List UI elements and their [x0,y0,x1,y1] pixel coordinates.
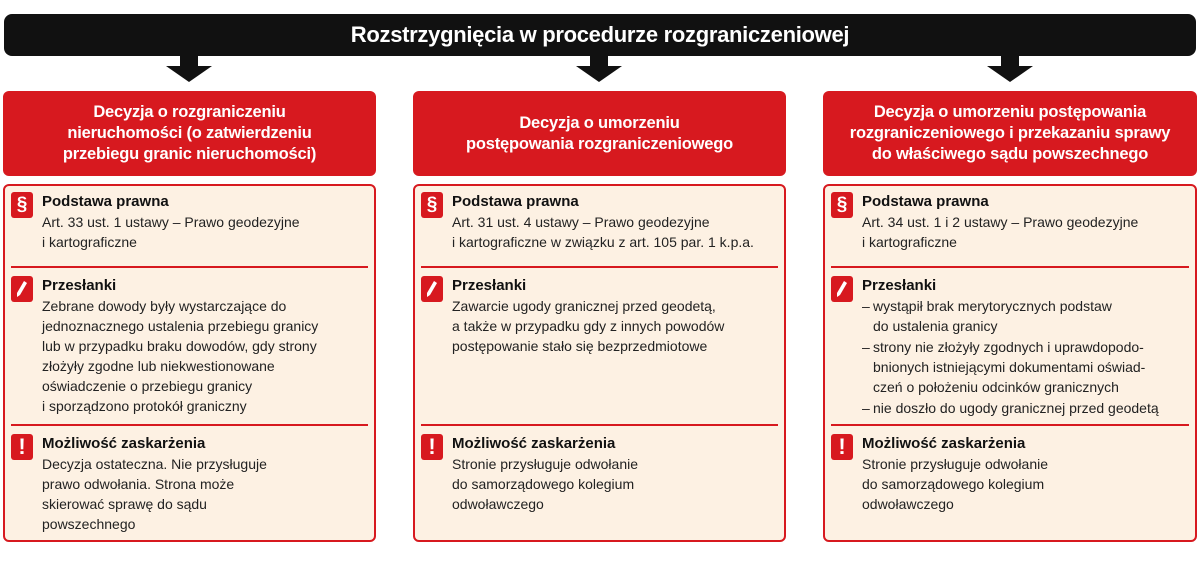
column-body [413,184,786,542]
list-item: – strony nie złożyły zgodnych i uprawdopodo- bnionych istniejącymi dokumentami oświad- czeń o położeniu odcinków granicznych [862,337,1189,397]
column-body [823,184,1197,542]
pencil-icon [831,276,853,302]
section-premises [831,268,1189,424]
title-bar [4,14,1196,56]
section-appeal [831,426,1189,514]
section-title: Podstawa prawna [42,193,169,210]
section-text: Zebrane dowody były wystarczające do jednoznacznego ustalenia przebiegu granicy lub w przypadku braku dowodów, gdy strony złożyły zgodne lub niekwestionowane oświadczenie o przebiegu granicy i sporządzono protokół graniczny [42,298,319,414]
exclamation-icon: ! [421,434,443,460]
section-text: Art. 33 ust. 1 ustawy – Prawo geodezyjne i kartograficzne [42,214,300,250]
section-title: Możliwość zaskarżenia [42,435,206,452]
list-item: – wystąpił brak merytorycznych podstaw do ustalenia granicy [862,296,1189,336]
paragraph-icon: § [421,192,443,218]
arrow-down-icon [987,54,1033,82]
column-rozgraniczenie [3,91,376,542]
pencil-icon [421,276,443,302]
exclamation-icon: ! [11,434,33,460]
section-title: Podstawa prawna [452,193,579,210]
section-text: Zawarcie ugody granicznej przed geodetą, a także w przypadku gdy z innych powodów postępowanie stało się bezprzedmiotowe [452,298,725,354]
section-title: Przesłanki [42,277,117,294]
column-header-text: Decyzja o rozgraniczeniu nieruchomości (o zatwierdzeniu przebiegu granic nieruchomości) [62,103,317,163]
paragraph-icon: § [11,192,33,218]
section-premises [421,268,778,424]
section-title: Przesłanki [862,277,937,294]
column-umorzenie-przekazanie [823,91,1197,542]
section-title: Przesłanki [452,277,527,294]
column-body [3,184,376,542]
column-header [413,91,786,176]
section-title: Możliwość zaskarżenia [452,435,616,452]
section-text: Decyzja ostateczna. Nie przysługuje prawo odwołania. Strona może skierować sprawę do sądu powszechnego [42,456,267,532]
section-legal-basis [831,192,1189,266]
section-text: Art. 34 ust. 1 i 2 ustawy – Prawo geodezyjne i kartograficzne [862,214,1139,250]
arrow-down-icon [166,54,212,82]
section-text: Art. 31 ust. 4 ustawy – Prawo geodezyjne i kartograficzne w związku z art. 105 par. 1 k.p.a. [452,214,754,250]
section-premises [11,268,368,424]
column-header-text: Decyzja o umorzeniu postępowania rozgraniczeniowego [465,113,733,153]
section-legal-basis [11,192,368,266]
column-header [3,91,376,176]
exclamation-icon: ! [831,434,853,460]
section-appeal [421,426,778,514]
column-header-text: Decyzja o umorzeniu postępowania rozgraniczeniowego i przekazaniu sprawy do właściwego sądu powszechnego [849,103,1171,163]
column-umorzenie [413,91,786,542]
paragraph-icon: § [831,192,853,218]
arrow-down-icon [576,54,622,82]
premises-list [862,296,1189,418]
list-item: – nie doszło do ugody granicznej przed geodetą [862,398,1189,418]
section-appeal [11,426,368,534]
diagram-title: Rozstrzygnięcia w procedurze rozgraniczeniowej [350,22,850,47]
section-title: Podstawa prawna [862,193,989,210]
column-header [823,91,1197,176]
section-title: Możliwość zaskarżenia [862,435,1026,452]
section-text: Stronie przysługuje odwołanie do samorządowego kolegium odwoławczego [452,456,638,512]
pencil-icon [11,276,33,302]
section-text: Stronie przysługuje odwołanie do samorządowego kolegium odwoławczego [862,456,1048,512]
section-legal-basis [421,192,778,266]
